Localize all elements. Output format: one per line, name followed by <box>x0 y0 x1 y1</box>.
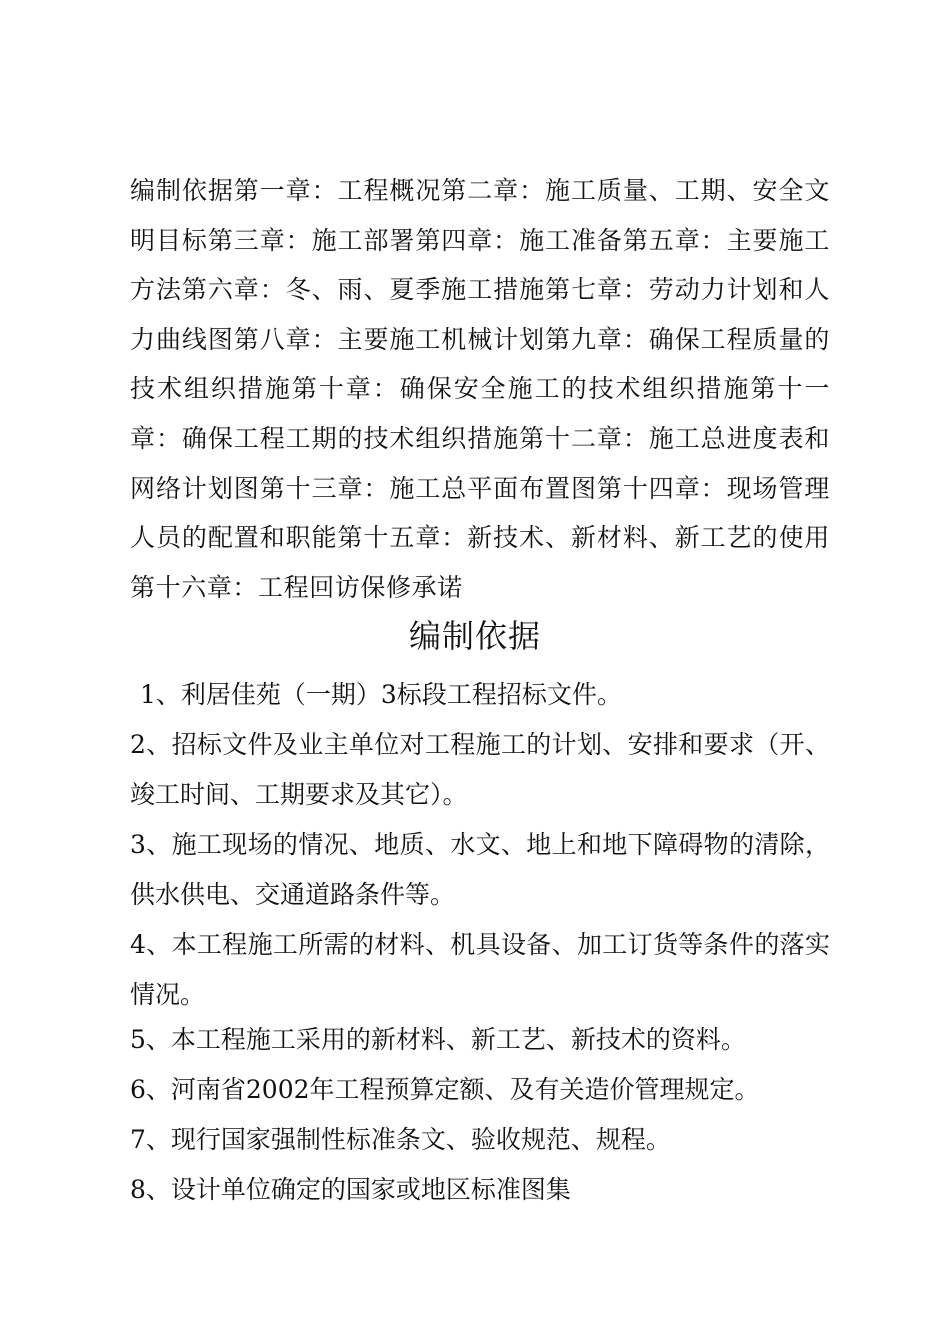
list-item: 1、利居佳苑（一期）3标段工程招标文件。 <box>140 680 622 709</box>
list-item: 3、施工现场的情况、地质、水文、地上和地下障碍物的清除，供水供电、交通道路条件等。 <box>130 830 830 909</box>
section-heading: 编制依据 <box>408 617 541 655</box>
list-item: 6、河南省2002年工程预算定额、及有关造价管理规定。 <box>130 1075 760 1104</box>
list-item: 7、现行国家强制性标准条文、验收规范、规程。 <box>130 1125 671 1154</box>
list-item: 8、设计单位确定的国家或地区标准图集 <box>130 1175 571 1204</box>
table-of-contents-paragraph: 编制依据第一章：工程概况第二章：施工质量、工期、安全文明目标第三章：施工部署第四章：施工准备第五章：主要施工方法第六章：冬、雨、夏季施工措施第七章：劳动力计划和人力曲线图第八章：主要施工机械计划第九章：确保工程质量的技术组织措施第十章：确保安全施工的技术组织措施第十一章：确保工程工期的技术组织措施第十二章：施工总进度表和网络计划图第十三章：施工总平面布置图第十四章：现场管理人员的配置和职能第十五章：新技术、新材料、新工艺的使用第十六章：工程回访保修承诺 <box>130 176 830 602</box>
list-item: 4、本工程施工所需的材料、机具设备、加工订货等条件的落实情况。 <box>130 930 830 1009</box>
list-item: 5、本工程施工采用的新材料、新工艺、新技术的资料。 <box>130 1025 746 1054</box>
list-item: 2、招标文件及业主单位对工程施工的计划、安排和要求（开、竣工时间、工期要求及其它）。 <box>130 730 830 809</box>
